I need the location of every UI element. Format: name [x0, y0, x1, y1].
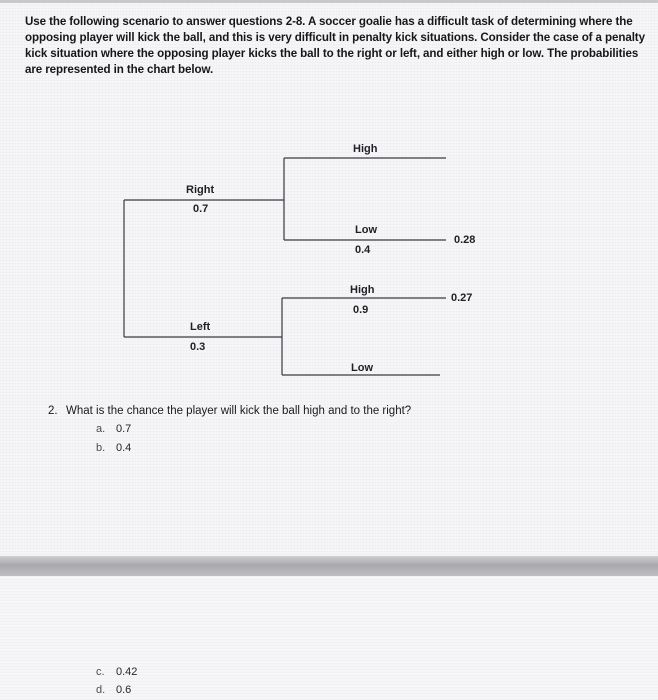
- option-letter: b.: [96, 442, 106, 454]
- right-low-label: Low: [355, 224, 377, 236]
- left-low-label: Low: [351, 362, 373, 374]
- left-probability: 0.3: [190, 341, 206, 353]
- right-high-label: High: [353, 143, 378, 155]
- option-value: 0.6: [116, 684, 132, 696]
- outcome-left-high: 0.27: [451, 292, 473, 304]
- question-number: 2.: [48, 405, 58, 417]
- worksheet-page-continued: [0, 576, 658, 700]
- question-text: What is the chance the player will kick the ball high and to the right?: [66, 405, 412, 417]
- option-letter: c.: [96, 666, 105, 678]
- right-low-probability: 0.4: [355, 244, 371, 256]
- option-c[interactable]: [96, 666, 137, 678]
- option-d[interactable]: [96, 684, 131, 696]
- option-b[interactable]: [96, 442, 131, 454]
- option-value: 0.7: [116, 423, 132, 435]
- option-a[interactable]: [96, 423, 131, 435]
- outcome-right-low: 0.28: [454, 234, 476, 246]
- scenario-text: Use the following scenario to answer questions 2-8. A soccer goalie has a difficult task of determining where the opposing player will kick the ball, and this is very difficult in penalty kick situations. Consider the case of a penalty kick situation where the opposing player kicks the ball to the right or left, and either high or low. The probabilities are represented in the chart below.: [25, 15, 645, 76]
- left-high-label: High: [350, 284, 375, 296]
- page-break-band: [0, 556, 658, 576]
- option-value: 0.42: [116, 666, 138, 678]
- worksheet-page: [0, 3, 658, 558]
- option-value: 0.4: [116, 442, 132, 454]
- left-high-probability: 0.9: [353, 304, 369, 316]
- left-label: Left: [190, 321, 211, 333]
- right-probability: 0.7: [193, 203, 209, 215]
- right-label: Right: [186, 184, 215, 196]
- question-2: [48, 405, 411, 417]
- option-letter: d.: [96, 684, 106, 696]
- option-letter: a.: [96, 423, 106, 435]
